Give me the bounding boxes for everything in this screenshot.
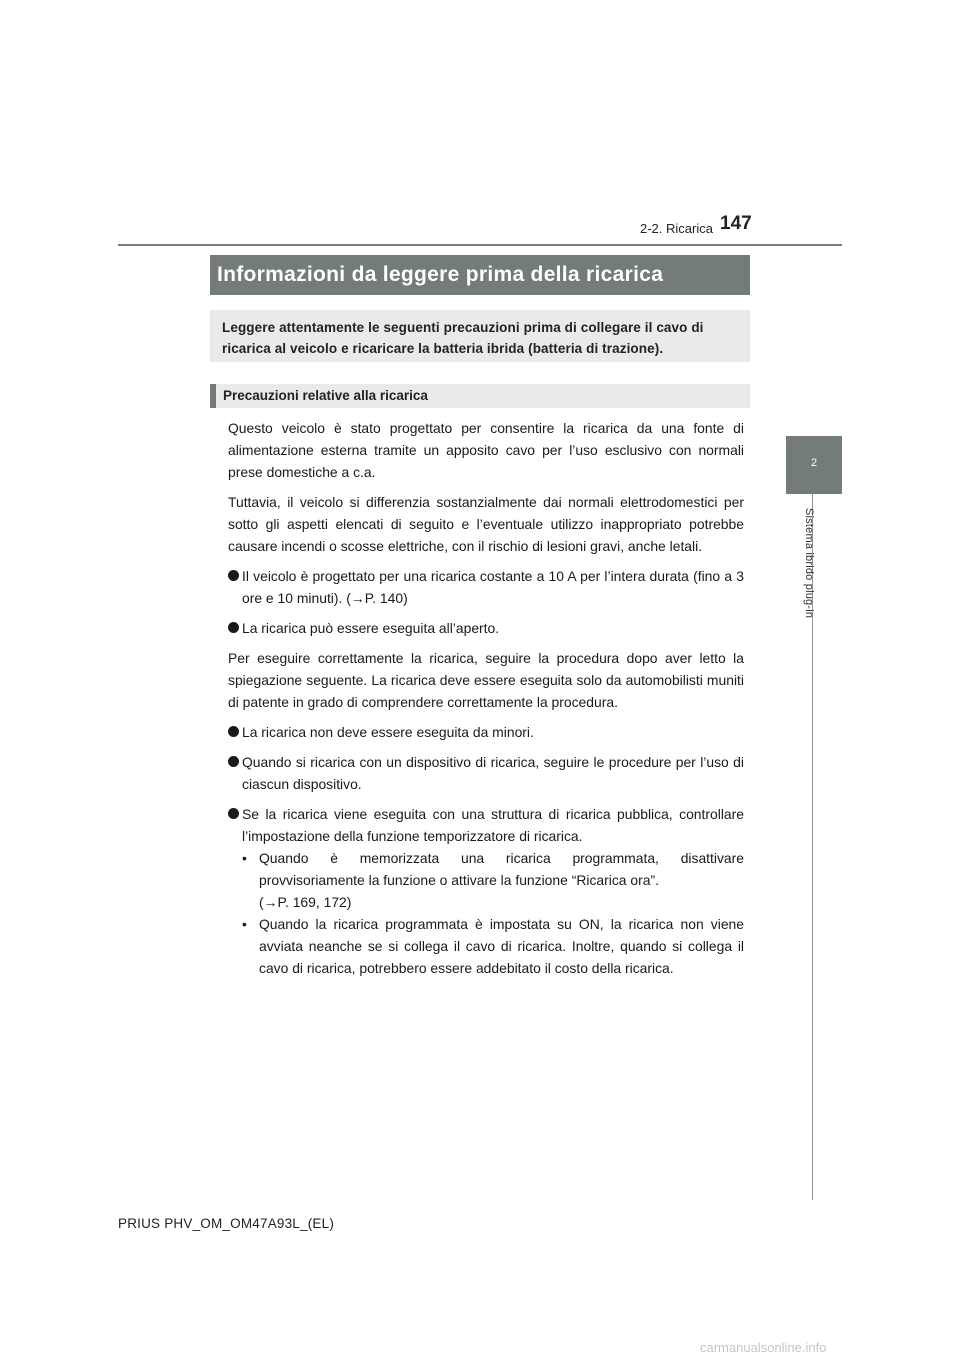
watermark: carmanualsonline.info: [700, 1340, 827, 1355]
sub-bullet-item: [242, 847, 744, 913]
paragraph: Tuttavia, il veicolo si differenzia sostanzialmente dai normali elettrodomestici per sotto gli aspetti elencati di seguito e l’eventuale utilizzo inappropriato potrebbe causare incendi o scosse elettriche, con il rischio di lesioni gravi, anche letali.: [228, 494, 744, 554]
chapter-side-label: Sistema ibrido plug-in: [803, 508, 815, 619]
sub-bullet-symbol: •: [242, 916, 247, 932]
bullet-item: [228, 751, 744, 795]
paragraph: Per eseguire correttamente la ricarica, seguire la procedura dopo aver letto la spiegazione seguente. La ricarica deve essere eseguita solo da automobilisti muniti di patente in grado di comprendere correttamente la procedura.: [228, 650, 744, 710]
bullet-item: [228, 617, 744, 639]
bullet-item: [228, 803, 744, 979]
subheading: Precauzioni relative alla ricarica: [210, 384, 750, 408]
section-title: Informazioni da leggere prima della ricarica: [210, 255, 750, 295]
footer-code: PRIUS PHV_OM_OM47A93L_(EL): [118, 1216, 335, 1231]
bullet-dot-icon: [228, 808, 239, 819]
bullet-dot-icon: [228, 756, 239, 767]
sub-bullet-list: [242, 847, 744, 979]
bullet-text: Quando si ricarica con un dispositivo di ricarica, seguire le procedure per l’uso di ciascun dispositivo.: [242, 754, 744, 792]
header-rule: [118, 244, 842, 246]
chapter-tab-number: 2: [810, 457, 818, 469]
paragraph: Questo veicolo è stato progettato per consentire la ricarica da una fonte di alimentazione esterna tramite un apposito cavo per l’uso esclusivo con normali prese domestiche a c.a.: [228, 420, 744, 480]
sub-bullet-item: [242, 913, 744, 979]
body-text: [228, 417, 744, 987]
chapter-tab: [786, 436, 842, 494]
bullet-item: [228, 565, 744, 609]
bullet-text: Se la ricarica viene eseguita con una struttura di ricarica pubblica, controllare l’impostazione della funzione temporizzatore di ricarica.: [242, 806, 744, 844]
sub-bullet-symbol: •: [242, 850, 247, 866]
bullet-dot-icon: [228, 570, 239, 581]
bullet-dot-icon: [228, 726, 239, 737]
page-number: 147: [720, 213, 752, 234]
bullet-dot-icon: [228, 622, 239, 633]
sub-bullet-text: Quando è memorizzata una ricarica programmata, disattivare provvisoriamente la funzione o attivare la funzione “Ricarica ora”.: [259, 850, 744, 888]
header-section: 2-2. Ricarica: [640, 221, 713, 236]
page-reference: (→P. 169, 172): [259, 894, 352, 910]
intro-box: Leggere attentamente le seguenti precauzioni prima di collegare il cavo di ricarica al veicolo e ricaricare la batteria ibrida (batteria di trazione).: [210, 310, 750, 362]
sub-bullet-text: Quando la ricarica programmata è impostata su ON, la ricarica non viene avviata neanche se si collega il cavo di ricarica. Inoltre, quando si collega il cavo di ricarica, potrebbero essere addebitato il costo della ricarica.: [259, 916, 744, 976]
bullet-text: La ricarica può essere eseguita all’aperto.: [242, 620, 500, 636]
bullet-item: [228, 721, 744, 743]
bullet-text: Il veicolo è progettato per una ricarica costante a 10 A per l’intera durata (fino a 3 ore e 10 minuti). (→P. 140): [242, 568, 744, 606]
bullet-text: La ricarica non deve essere eseguita da minori.: [242, 724, 534, 740]
